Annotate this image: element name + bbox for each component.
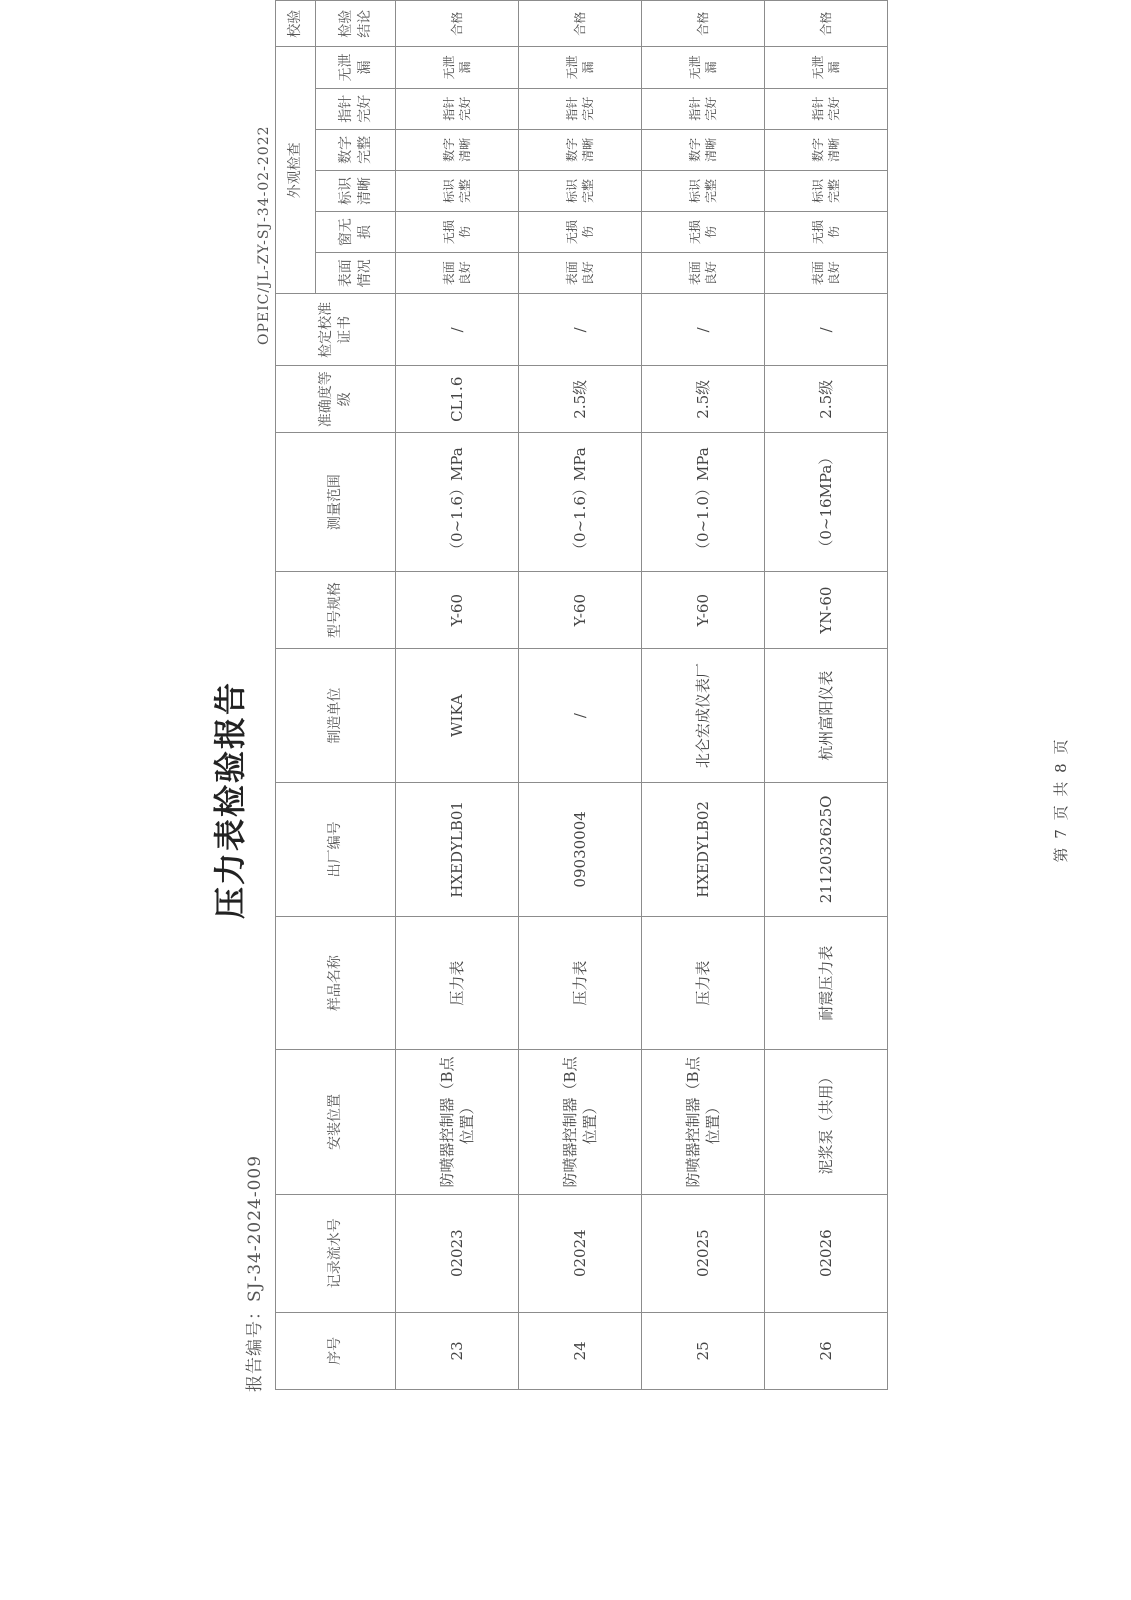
cell-digit: 数字清晰	[396, 129, 519, 170]
cell-appearance: 表面良好	[519, 253, 642, 294]
cell-maker: WIKA	[396, 649, 519, 783]
report-number: 报告编号：SJ-34-2024-009	[245, 1154, 265, 1392]
cell-serial: HXEDYLB01	[396, 783, 519, 917]
cell-accuracy: 2.5级	[642, 366, 765, 433]
cell-record-no: 02026	[765, 1194, 888, 1312]
cell-calib: /	[519, 294, 642, 366]
cell-accuracy: 2.5级	[765, 366, 888, 433]
cell-seal: 无泄漏	[396, 47, 519, 88]
cell-model: YN-60	[765, 572, 888, 649]
cell-model: Y-60	[519, 572, 642, 649]
cell-scale: 标识完整	[642, 170, 765, 211]
cell-location: 防喷器控制器（B点位置）	[396, 1050, 519, 1194]
cell-seal: 无泄漏	[519, 47, 642, 88]
cell-name: 压力表	[519, 916, 642, 1050]
cell-appearance: 表面良好	[396, 253, 519, 294]
cell-conclusion: 合格	[519, 1, 642, 47]
cell-calib: /	[396, 294, 519, 366]
cell-seq: 23	[396, 1312, 519, 1389]
cell-window: 无损伤	[396, 212, 519, 253]
header-sub-digit: 数字完整	[316, 129, 396, 170]
cell-calib: /	[642, 294, 765, 366]
header-sub-appearance: 表面情况	[316, 253, 396, 294]
cell-seal: 无泄漏	[642, 47, 765, 88]
cell-seal: 无泄漏	[765, 47, 888, 88]
header-appearance-group: 外观检查	[276, 47, 316, 294]
cell-range: （0~1.6）MPa	[519, 433, 642, 572]
cell-serial: 09030004	[519, 783, 642, 917]
cell-scale: 标识完整	[519, 170, 642, 211]
cell-window: 无损伤	[519, 212, 642, 253]
cell-maker: /	[519, 649, 642, 783]
cell-pointer: 指针完好	[765, 88, 888, 129]
cell-digit: 数字清晰	[765, 129, 888, 170]
document-code: OPEIC/JL-ZY-SJ-34-02-2022	[256, 125, 272, 345]
cell-conclusion: 合格	[396, 1, 519, 47]
cell-digit: 数字清晰	[519, 129, 642, 170]
cell-pointer: 指针完好	[519, 88, 642, 129]
header-sub-scale: 标识清晰	[316, 170, 396, 211]
header-sub-window: 窗无损	[316, 212, 396, 253]
cell-name: 压力表	[396, 916, 519, 1050]
header-model: 型号规格	[276, 572, 396, 649]
header-conclusion: 检验结论	[316, 1, 396, 47]
cell-conclusion: 合格	[642, 1, 765, 47]
cell-appearance: 表面良好	[765, 253, 888, 294]
inspection-table	[275, 0, 888, 1390]
header-maker: 制造单位	[276, 649, 396, 783]
cell-serial: 2112032625O	[765, 783, 888, 917]
cell-conclusion: 合格	[765, 1, 888, 47]
cell-record-no: 02023	[396, 1194, 519, 1312]
header-name: 样品名称	[276, 916, 396, 1050]
header-sub-seal: 无泄漏	[316, 47, 396, 88]
cell-accuracy: 2.5级	[519, 366, 642, 433]
table-row	[396, 1, 519, 1390]
cell-range: （0~1.6）MPa	[396, 433, 519, 572]
cell-seq: 24	[519, 1312, 642, 1389]
cell-maker: 北仑宏成仪表厂	[642, 649, 765, 783]
cell-appearance: 表面良好	[642, 253, 765, 294]
cell-name: 压力表	[642, 916, 765, 1050]
cell-seq: 25	[642, 1312, 765, 1389]
cell-record-no: 02024	[519, 1194, 642, 1312]
cell-pointer: 指针完好	[642, 88, 765, 129]
header-location: 安装位置	[276, 1050, 396, 1194]
table-row	[642, 1, 765, 1390]
cell-location: 泥浆泵（共用）	[765, 1050, 888, 1194]
header-seq: 序号	[276, 1312, 396, 1389]
cell-calib: /	[765, 294, 888, 366]
header-record-no: 记录流水号	[276, 1194, 396, 1312]
table-row	[519, 1, 642, 1390]
page-footer: 第 7 页 共 8 页	[1052, 737, 1070, 863]
cell-window: 无损伤	[642, 212, 765, 253]
cell-record-no: 02025	[642, 1194, 765, 1312]
cell-accuracy: CL1.6	[396, 366, 519, 433]
cell-scale: 标识完整	[765, 170, 888, 211]
cell-serial: HXEDYLB02	[642, 783, 765, 917]
cell-model: Y-60	[396, 572, 519, 649]
header-range: 测量范围	[276, 433, 396, 572]
header-calib: 检定校准证书	[276, 294, 396, 366]
cell-maker: 杭州富阳仪表	[765, 649, 888, 783]
cell-location: 防喷器控制器（B点位置）	[642, 1050, 765, 1194]
header-sub-pointer: 指针完好	[316, 88, 396, 129]
report-title: 压力表检验报告	[211, 681, 249, 920]
cell-seq: 26	[765, 1312, 888, 1389]
cell-location: 防喷器控制器（B点位置）	[519, 1050, 642, 1194]
cell-range: （0~1.0）MPa	[642, 433, 765, 572]
cell-range: （0~16MPa）	[765, 433, 888, 572]
cell-pointer: 指针完好	[396, 88, 519, 129]
header-calib-group: 校验	[276, 1, 316, 47]
cell-name: 耐震压力表	[765, 916, 888, 1050]
cell-digit: 数字清晰	[642, 129, 765, 170]
cell-model: Y-60	[642, 572, 765, 649]
cell-scale: 标识完整	[396, 170, 519, 211]
cell-window: 无损伤	[765, 212, 888, 253]
table-row	[765, 1, 888, 1390]
header-accuracy: 准确度等级	[276, 366, 396, 433]
header-serial: 出厂编号	[276, 783, 396, 917]
